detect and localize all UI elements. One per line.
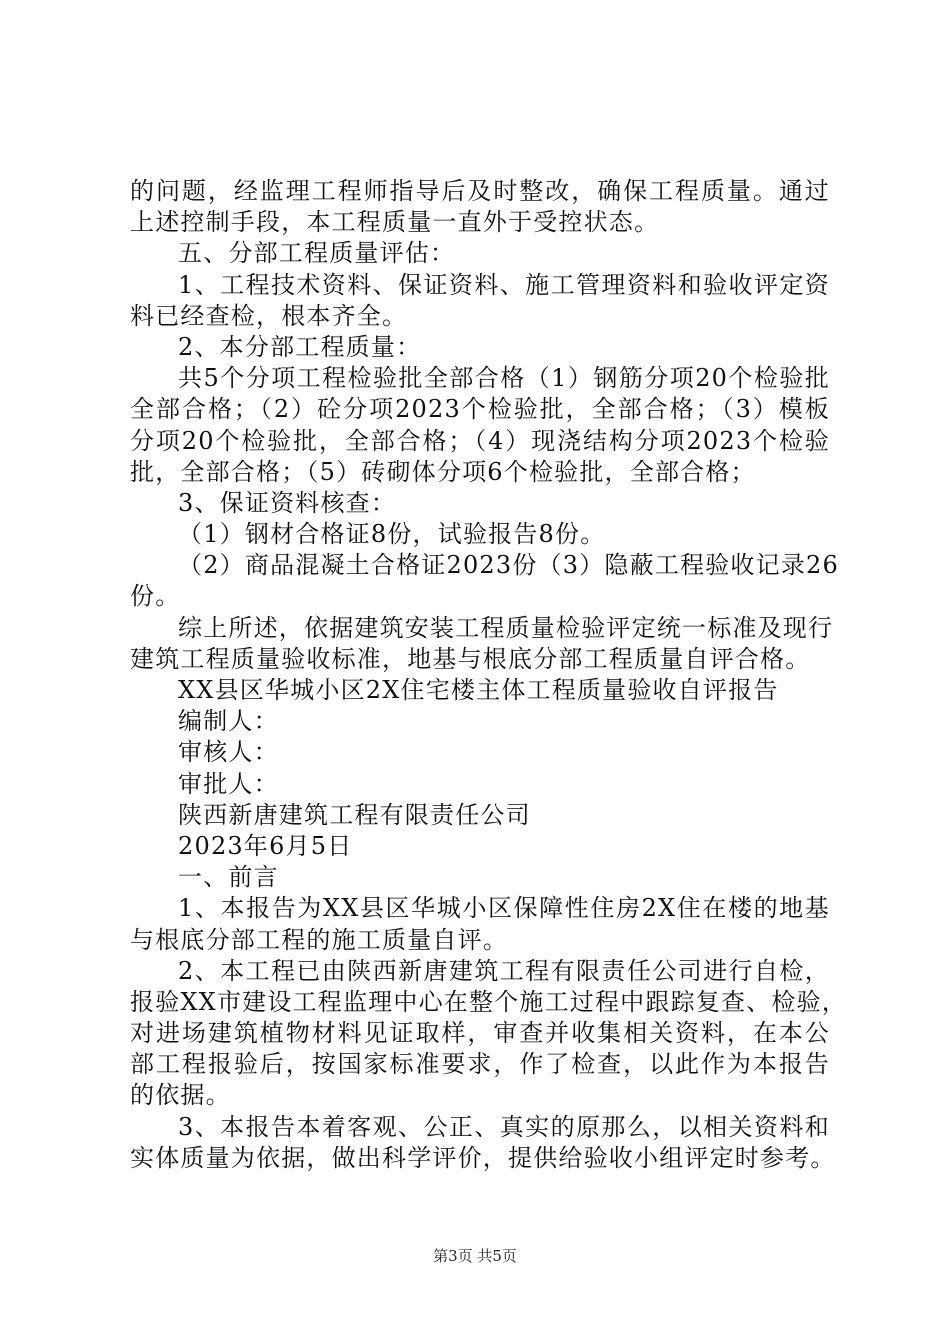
text-line: 审核人： [178,738,279,767]
text-line: 份。 [130,582,181,611]
text-line: 的依据。 [130,1081,231,1110]
text-line: 全部合格；（2）砼分项2023个检验批，全部合格；（3）模板 [130,395,830,424]
text-line: 2、本分部工程质量： [178,332,422,361]
text-line: （2）商品混凝土合格证2023份（3）隐蔽工程验收记录26 [178,551,839,580]
text-line: 对进场建筑植物材料见证取样，审查并收集相关资料，在本公 [130,1019,830,1048]
text-line: XX县区华城小区2X住宅楼主体工程质量验收自评报告 [178,676,779,704]
text-line: 建筑工程质量验收标准，地基与根底分部工程质量自评合格。 [130,644,811,673]
text-line: 批，全部合格；（5）砖砌体分项6个检验批，全部合格； [130,457,756,486]
text-line: （1）钢材合格证8份，试验报告8份。 [178,520,606,549]
text-line: 五、分部工程质量评估： [178,239,456,268]
text-line: 1、本报告为XX县区华城小区保障性住房2X住在楼的地基 [178,894,830,923]
page-footer: 第3页 共5页 [433,1247,517,1265]
text-line: 报验XX市建设工程监理中心在整个施工过程中跟踪复查、检验， [130,987,847,1016]
text-line: 综上所述，依据建筑安装工程质量检验评定统一标准及现行 [178,613,834,642]
text-line: 1、工程技术资料、保证资料、施工管理资料和验收评定资 [178,270,830,299]
text-line: 与根底分部工程的施工质量自评。 [130,925,508,954]
text-line: 分项20个检验批，全部合格；（4）现浇结构分项2023个检验 [130,426,830,455]
text-line: 实体质量为依据，做出科学评价，提供给验收小组评定时参考。 [130,1143,836,1172]
text-line: 的问题，经监理工程师指导后及时整改，确保工程质量。通过 [130,177,830,205]
text-line: 料已经查检，根本齐全。 [130,301,408,330]
text-line: 部工程报验后，按国家标准要求，作了检查，以此作为本报告 [130,1050,830,1079]
text-line: 上述控制手段，本工程质量一直外于受控状态。 [130,208,660,237]
text-line: 2、本工程已由陕西新唐建筑工程有限责任公司进行自检， [178,956,830,985]
text-line: 一、前言 [178,863,279,892]
text-line: 2023年6月5日 [178,831,353,860]
text-line: 3、保证资料核查： [178,488,397,517]
document-body [130,176,847,1174]
text-line: 编制人： [178,707,279,736]
text-line: 审批人： [178,769,279,798]
text-line: 共5个分项工程检验批全部合格（1）钢筋分项20个检验批 [178,364,830,393]
text-line: 陕西新唐建筑工程有限责任公司 [178,800,531,829]
text-line: 3、本报告本着客观、公正、真实的原那么，以相关资料和 [178,1112,830,1141]
